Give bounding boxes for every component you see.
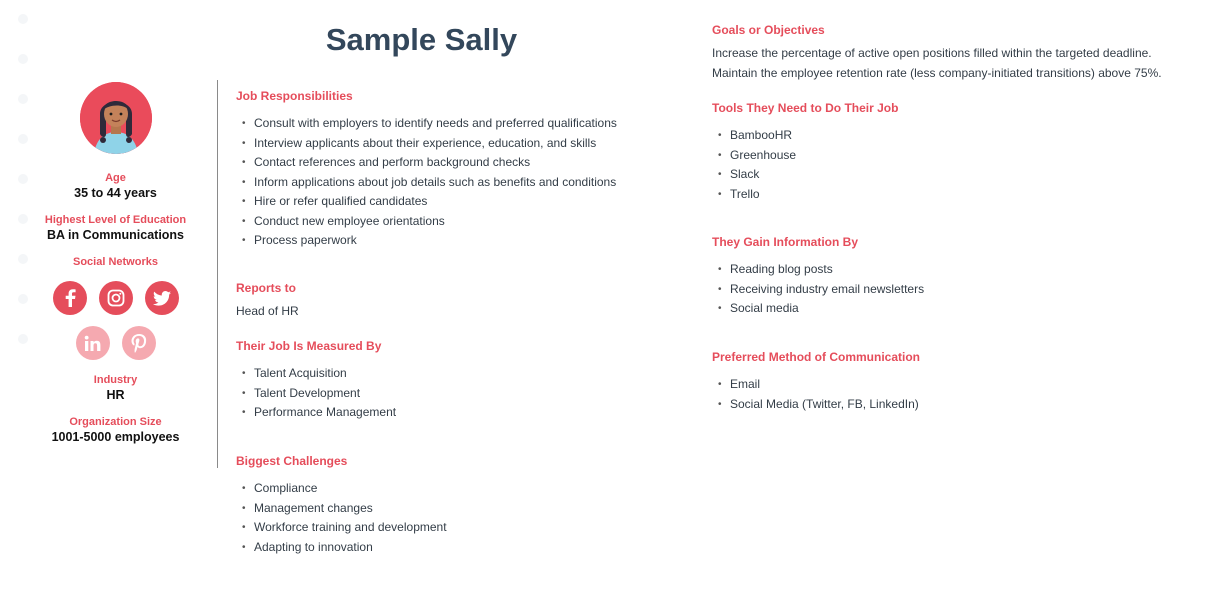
information-sources-section <box>712 235 1212 319</box>
section-heading: Their Job Is Measured By <box>236 339 382 353</box>
industry-value: HR <box>106 388 125 402</box>
list-item: • Compliance <box>236 479 676 499</box>
social-networks-block <box>28 256 203 360</box>
list-item: • Interview applicants about their experience, education, and skills <box>236 134 676 154</box>
education-label: Highest Level of Education <box>44 214 187 226</box>
reports-to-section <box>236 281 676 321</box>
list-item: • Contact references and perform background checks <box>236 153 676 173</box>
communication-section <box>712 350 1212 414</box>
industry-block <box>28 374 203 402</box>
org-size-value: 1001-5000 employees <box>51 430 180 444</box>
list-item: • Social Media (Twitter, FB, LinkedIn) <box>712 395 1212 415</box>
industry-label: Industry <box>93 374 138 386</box>
list-item: • Conduct new employee orientations <box>236 212 676 232</box>
social-icons-row-1 <box>28 281 203 315</box>
age-label: Age <box>105 172 126 184</box>
list-item: • Trello <box>712 185 1212 205</box>
measured-by-section <box>236 339 676 423</box>
section-heading: Reports to <box>236 281 296 295</box>
goals-section <box>712 23 1212 83</box>
pinterest-icon[interactable] <box>122 326 156 360</box>
list-item: • Hire or refer qualified candidates <box>236 192 676 212</box>
challenges-section <box>236 454 676 557</box>
persona-name: Sample Sally <box>325 22 518 57</box>
goals-text <box>712 43 1212 83</box>
bullet-list <box>712 375 1212 414</box>
avatar <box>80 82 152 154</box>
section-heading: They Gain Information By <box>712 235 859 249</box>
bullet-list <box>712 260 1212 319</box>
section-heading: Preferred Method of Communication <box>712 350 921 364</box>
job-responsibilities-section <box>236 89 676 251</box>
age-block <box>28 172 203 200</box>
list-item: • Performance Management <box>236 403 676 423</box>
section-heading: Job Responsibilities <box>236 89 353 103</box>
org-size-label: Organization Size <box>69 416 162 428</box>
social-networks-label: Social Networks <box>73 256 158 268</box>
social-icons-row-2 <box>28 326 203 360</box>
column-divider <box>217 80 218 468</box>
section-heading: Biggest Challenges <box>236 454 348 468</box>
twitter-icon[interactable] <box>145 281 179 315</box>
education-value: BA in Communications <box>46 228 185 242</box>
bullet-list <box>712 126 1212 204</box>
list-item: • Talent Acquisition <box>236 364 676 384</box>
list-item: • Greenhouse <box>712 146 1212 166</box>
facebook-icon[interactable] <box>53 281 87 315</box>
list-item: • Process paperwork <box>236 231 676 251</box>
age-value: 35 to 44 years <box>74 186 157 200</box>
instagram-icon[interactable] <box>99 281 133 315</box>
list-item: • Social media <box>712 299 1212 319</box>
goal-line: Maintain the employee retention rate (less company-initiated transitions) above 75%. <box>712 66 1162 80</box>
org-size-block <box>28 416 203 444</box>
linkedin-icon[interactable] <box>76 326 110 360</box>
section-heading: Goals or Objectives <box>712 23 825 37</box>
reports-to-value: Head of HR <box>236 304 299 318</box>
list-item: • Inform applications about job details such as benefits and conditions <box>236 173 676 193</box>
bullet-list <box>236 364 676 423</box>
list-item: • Adapting to innovation <box>236 538 676 558</box>
section-heading: Tools They Need to Do Their Job <box>712 101 899 115</box>
list-item: • Management changes <box>236 499 676 519</box>
profile-column <box>28 82 203 444</box>
list-item: • Email <box>712 375 1212 395</box>
goal-line: Increase the percentage of active open positions filled within the targeted deadline. <box>712 46 1152 60</box>
list-item: • Slack <box>712 165 1212 185</box>
list-item: • Workforce training and development <box>236 518 676 538</box>
list-item: • Consult with employers to identify needs and preferred qualifications <box>236 114 676 134</box>
list-item: • Receiving industry email newsletters <box>712 280 1212 300</box>
list-item: • Reading blog posts <box>712 260 1212 280</box>
persona-illustration-icon <box>80 82 152 154</box>
bullet-list <box>236 479 676 557</box>
education-block <box>28 214 203 242</box>
list-item: • Talent Development <box>236 384 676 404</box>
tools-section <box>712 101 1212 204</box>
bullet-list <box>236 114 676 251</box>
list-item: • BambooHR <box>712 126 1212 146</box>
